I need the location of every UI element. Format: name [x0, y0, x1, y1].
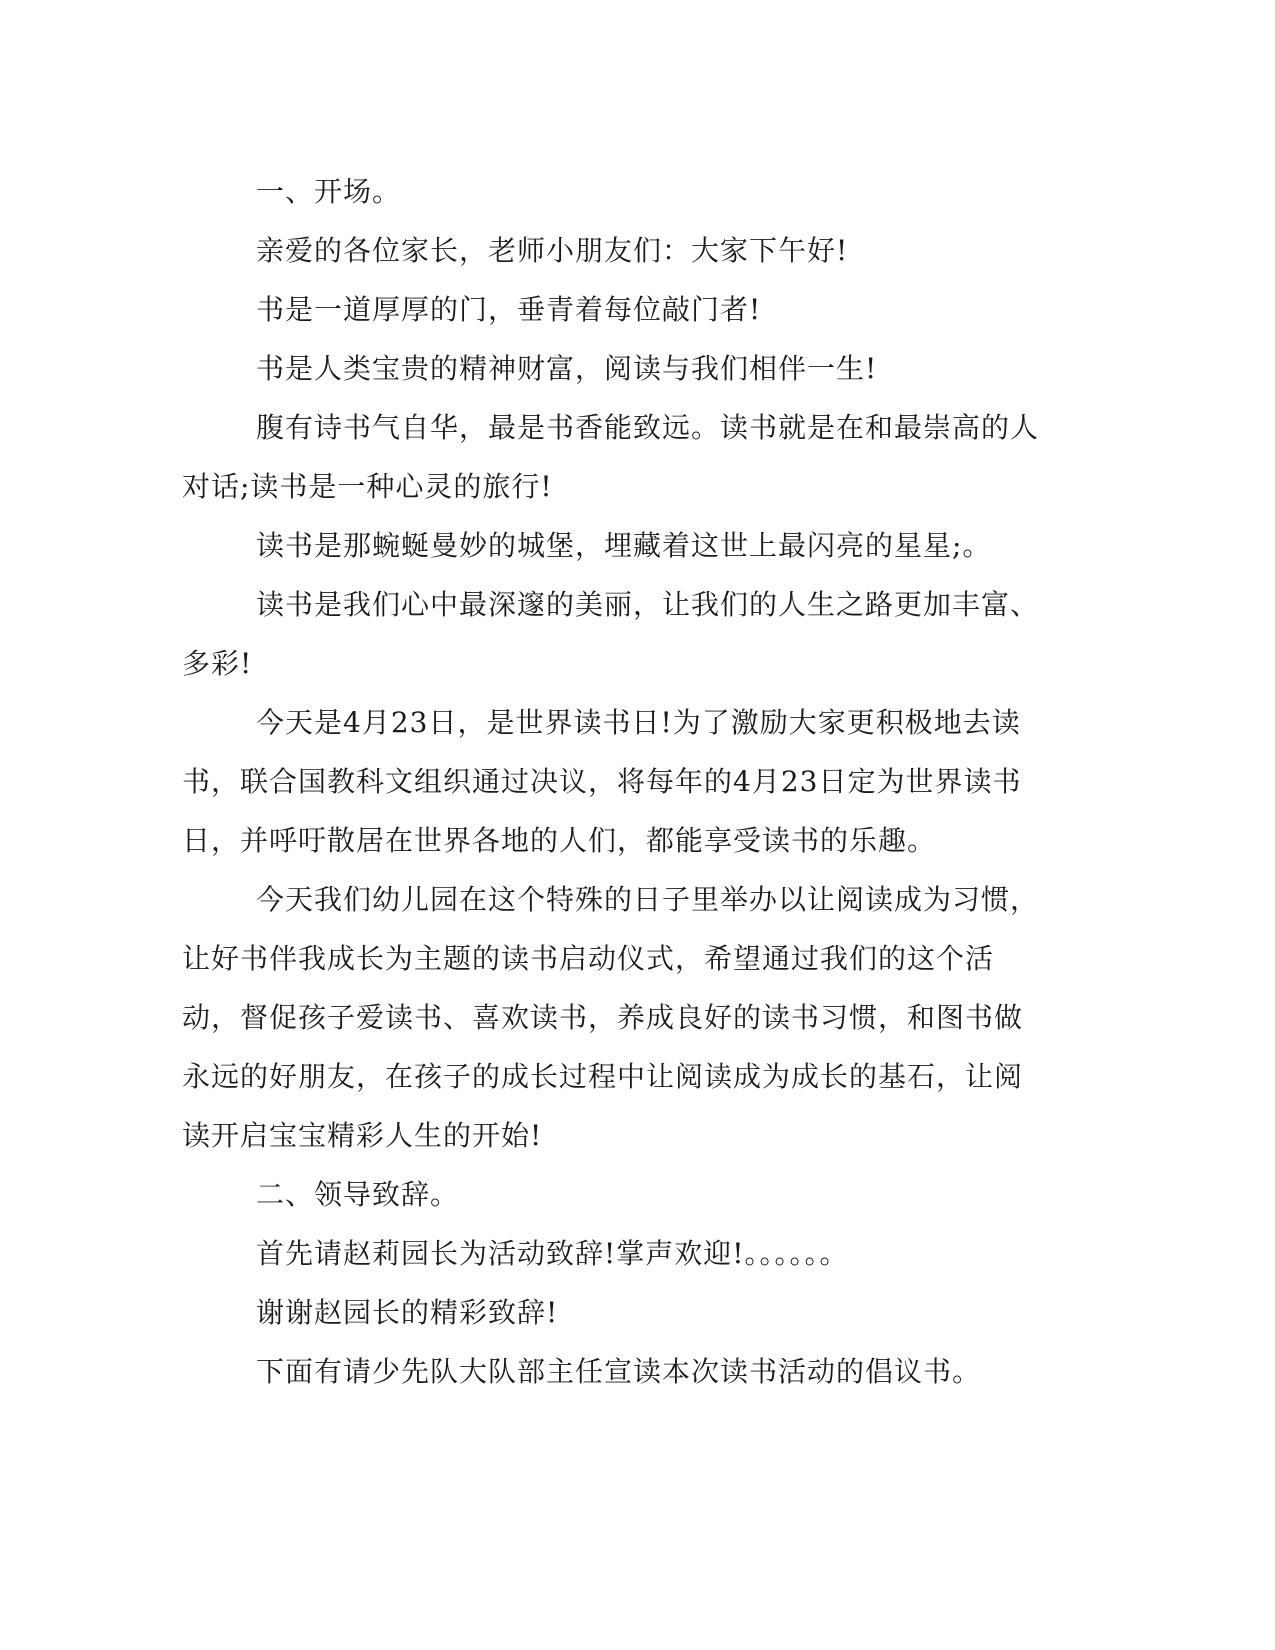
paragraph: 下面有请少先队大队部主任宣读本次读书活动的倡议书。 — [256, 1355, 982, 1388]
paragraph-event-theme: 今天我们幼儿园在这个特殊的日子里举办以让阅读成为习惯，让好书伴我成长为主题的读书启动仪式，希望通过我们的这个活动，督促孩子爱读书、喜欢读书，养成良好的读书习惯，和图书做永远的好朋友，在孩子的成长过程中让阅读成为成长的基石，让阅读开启宝宝精彩人生的开始! — [182, 883, 1040, 1152]
paragraph-world-book-day: 今天是4月23日，是世界读书日!为了激励大家更积极地去读书，联合国教科文组织通过决议，将每年的4月23日定为世界读书日，并呼吁散居在世界各地的人们，都能享受读书的乐趣。 — [182, 706, 1022, 857]
paragraph: 读书是我们心中最深邃的美丽，让我们的人生之路更加丰富、多彩! — [182, 588, 1040, 680]
paragraph: 首先请赵莉园长为活动致辞!掌声欢迎!。。。。。。 — [256, 1237, 849, 1270]
paragraph: 书是人类宝贵的精神财富，阅读与我们相伴一生! — [256, 352, 878, 385]
paragraph: 书是一道厚厚的门，垂青着每位敲门者! — [256, 293, 762, 326]
document-body — [182, 162, 1042, 1401]
section-heading-leader-speech: 二、领导致辞。 — [256, 1178, 460, 1211]
section-heading-opening: 一、开场。 — [256, 175, 402, 208]
paragraph: 腹有诗书气自华，最是书香能致远。读书就是在和最崇高的人对话;读书是一种心灵的旅行! — [182, 411, 1040, 503]
paragraph-greeting: 亲爱的各位家长，老师小朋友们：大家下午好! — [256, 234, 849, 267]
paragraph: 谢谢赵园长的精彩致辞! — [256, 1296, 559, 1329]
paragraph: 读书是那蜿蜒曼妙的城堡，埋藏着这世上最闪亮的星星;。 — [256, 529, 992, 562]
